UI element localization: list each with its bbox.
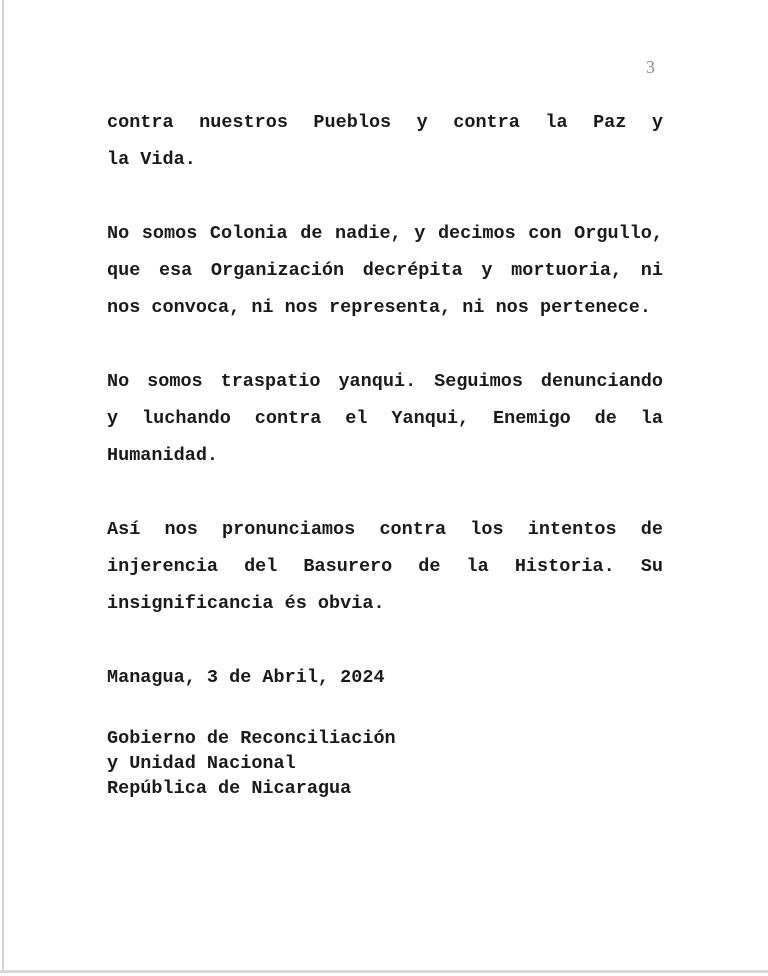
text-line: injerencia del Basurero de la Historia. Su [107,556,663,577]
page-left-edge [2,0,4,972]
text-line: Humanidad. [107,445,219,466]
signature-block [107,726,663,801]
text-line: la Vida. [107,149,196,170]
paragraph [107,511,663,622]
dateline: Managua, 3 de Abril, 2024 [107,667,385,688]
paragraph [107,363,663,474]
signature-line: Gobierno de Reconciliación [107,728,396,749]
text-line: No somos traspatio yanqui. Seguimos denunciando [107,371,663,392]
page-bottom-edge [0,970,768,973]
signature-line: República de Nicaragua [107,778,352,799]
text-line: contra nuestros Pueblos y contra la Paz y [107,112,663,133]
text-line: que esa Organización decrépita y mortuoria, ni [107,260,663,281]
text-line: y luchando contra el Yanqui, Enemigo de la [107,408,663,429]
text-line: No somos Colonia de nadie, y decimos con Orgullo, [107,223,663,244]
signature-line: y Unidad Nacional [107,753,296,774]
paragraph [107,104,663,178]
paragraph [107,215,663,326]
text-line: nos convoca, ni nos representa, ni nos pertenece. [107,297,651,318]
document-content [107,104,663,801]
page-number: 3 [646,57,655,77]
text-line: Así nos pronunciamos contra los intentos de [107,519,663,540]
text-line: insignificancia és obvia. [107,593,385,614]
